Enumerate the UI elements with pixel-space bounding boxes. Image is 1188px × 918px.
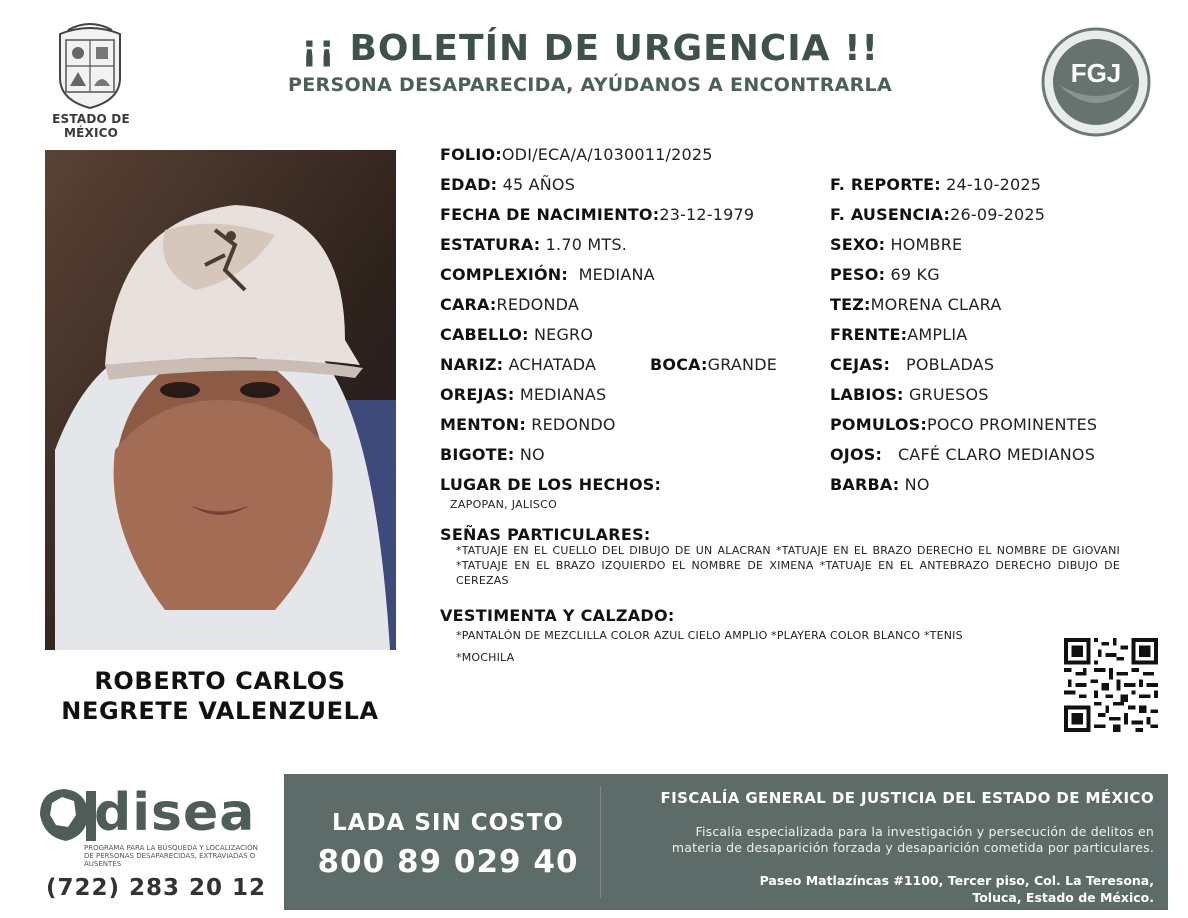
field-label: COMPLEXIÓN: [440,265,568,284]
field-estatura [440,235,627,254]
toll-free-label: LADA SIN COSTO [332,810,564,836]
field-label: POMULOS: [830,415,927,434]
field-f-ausencia [830,205,1045,224]
field-complexion [440,265,655,284]
field-lugar-value: ZAPOPAN, JALISCO [450,498,558,511]
fiscalia-description [612,824,1154,856]
field-label: NARIZ: [440,355,504,374]
field-ojos [830,445,1095,464]
fiscalia-description-line2: materia de desaparición forzada y desaparición cometida por particulares. [671,840,1154,855]
field-label: EDAD: [440,175,498,194]
qr-code-icon[interactable] [1064,638,1158,732]
field-edad [440,175,575,194]
field-label: SEXO: [830,235,886,254]
field-label: F. AUSENCIA: [830,205,951,224]
footer-divider [600,786,601,898]
field-value: AMPLIA [907,325,968,344]
field-value: 1.70 MTS. [545,235,628,254]
field-label: BARBA: [830,475,900,494]
field-labios [830,385,989,404]
field-value: REDONDA [496,295,580,314]
vestimenta-title: VESTIMENTA Y CALZADO: [440,606,675,625]
field-value: POCO PROMINENTES [927,415,1098,434]
field-menton [440,415,616,434]
field-label: PESO: [830,265,886,284]
field-label: FECHA DE NACIMIENTO: [440,205,660,224]
field-value: CAFÉ CLARO MEDIANOS [897,445,1096,464]
odisea-tagline: PROGRAMA PARA LA BÚSQUEDA Y LOCALIZACIÓN DE PERSONAS DESAPARECIDAS, EXTRAVIADAS O AUSENTES [84,844,258,868]
field-label: OJOS: [830,445,883,464]
field-label: BIGOTE: [440,445,515,464]
field-value: 69 KG [890,265,940,284]
senas-text: *TATUAJE EN EL CUELLO DEL DIBUJO DE UN ALACRAN *TATUAJE EN EL BRAZO DERECHO EL NOMBRE DE GIOVANI *TATUAJE EN EL BRAZO IZQUIERDO EL NOMBRE DE XIMENA *TATUAJE EN EL ANTEBRAZO DERECHO DIBUJO DE CEREZAS [456,544,1120,587]
field-orejas [440,385,606,404]
senas-title: SEÑAS PARTICULARES: [440,525,651,544]
field-value: ODI/ECA/A/1030011/2025 [501,145,713,164]
field-label: F. REPORTE: [830,175,941,194]
toll-free-number[interactable]: 800 89 029 40 [317,844,579,880]
fiscalia-address-line2: Toluca, Estado de México. [972,890,1154,905]
odisea-wordmark: disea [94,783,256,843]
field-nariz [440,355,596,374]
field-value: NO [904,475,930,494]
field-label: ESTATURA: [440,235,541,254]
field-fecha-nacimiento [440,205,754,224]
fiscalia-description-line1: Fiscalía especializada para la investigación y persecución de delitos en [695,824,1154,839]
field-label: BOCA: [650,355,708,374]
field-label: FOLIO: [440,145,502,164]
field-pomulos [830,415,1097,434]
field-label: LABIOS: [830,385,904,404]
field-value: NO [519,445,545,464]
field-boca [650,355,777,374]
vestimenta-text [456,625,1056,669]
field-value: MEDIANA [578,265,655,284]
field-lugar-label [440,475,661,494]
missing-person-photo [45,150,396,650]
fiscalia-address-line1: Paseo Matlazíncas #1100, Tercer piso, Col. La Teresona, [759,873,1154,888]
field-value: GRANDE [707,355,778,374]
field-sexo [830,235,962,254]
vestimenta-line1: *PANTALÓN DE MEZCLILLA COLOR AZUL CIELO AMPLIO *PLAYERA COLOR BLANCO *TENIS [456,629,963,642]
field-folio [440,145,713,164]
field-barba [830,475,930,494]
field-value: GRUESOS [908,385,989,404]
field-value: 26-09-2025 [950,205,1046,224]
field-bigote [440,445,545,464]
field-value: 24-10-2025 [946,175,1042,194]
field-label: CABELLO: [440,325,529,344]
fiscalia-title: FISCALÍA GENERAL DE JUSTICIA DEL ESTADO DE MÉXICO [660,789,1154,807]
person-name-line2: NEGRETE VALENZUELA [61,697,379,725]
person-full-name [40,666,400,726]
field-value: MORENA CLARA [870,295,1002,314]
field-value: HOMBRE [890,235,963,254]
coat-of-arms-icon [48,20,132,110]
field-label: LUGAR DE LOS HECHOS: [440,475,662,494]
bulletin-title: ¡¡ BOLETÍN DE URGENCIA !! [301,28,879,69]
field-label: FRENTE: [830,325,908,344]
field-value: POBLADAS [906,355,995,374]
odisea-phone[interactable]: (722) 283 20 12 [45,875,267,901]
field-f-reporte [830,175,1041,194]
field-value: NEGRO [533,325,594,344]
fgj-seal-icon [1040,26,1152,138]
field-value: ACHATADA [508,355,597,374]
field-value: 23-12-1979 [659,205,755,224]
field-cara [440,295,579,314]
vestimenta-line2: *MOCHILA [456,651,515,664]
field-frente [830,325,967,344]
field-value: 45 AÑOS [502,175,576,194]
fiscalia-address [612,872,1154,906]
fgj-logo-text: FGJ [1070,58,1122,88]
field-label: OREJAS: [440,385,515,404]
field-label: MENTON: [440,415,526,434]
person-name-line1: ROBERTO CARLOS [94,667,346,695]
field-label: CARA: [440,295,497,314]
field-value: MEDIANAS [519,385,607,404]
field-tez [830,295,1002,314]
bulletin-subtitle: PERSONA DESAPARECIDA, AYÚDANOS A ENCONTRARLA [288,74,892,96]
field-cejas [830,355,994,374]
field-label: TEZ: [830,295,871,314]
field-label: CEJAS: [830,355,891,374]
field-value: REDONDO [531,415,616,434]
field-cabello [440,325,593,344]
state-name: ESTADO DE MÉXICO [52,112,130,140]
field-peso [830,265,940,284]
